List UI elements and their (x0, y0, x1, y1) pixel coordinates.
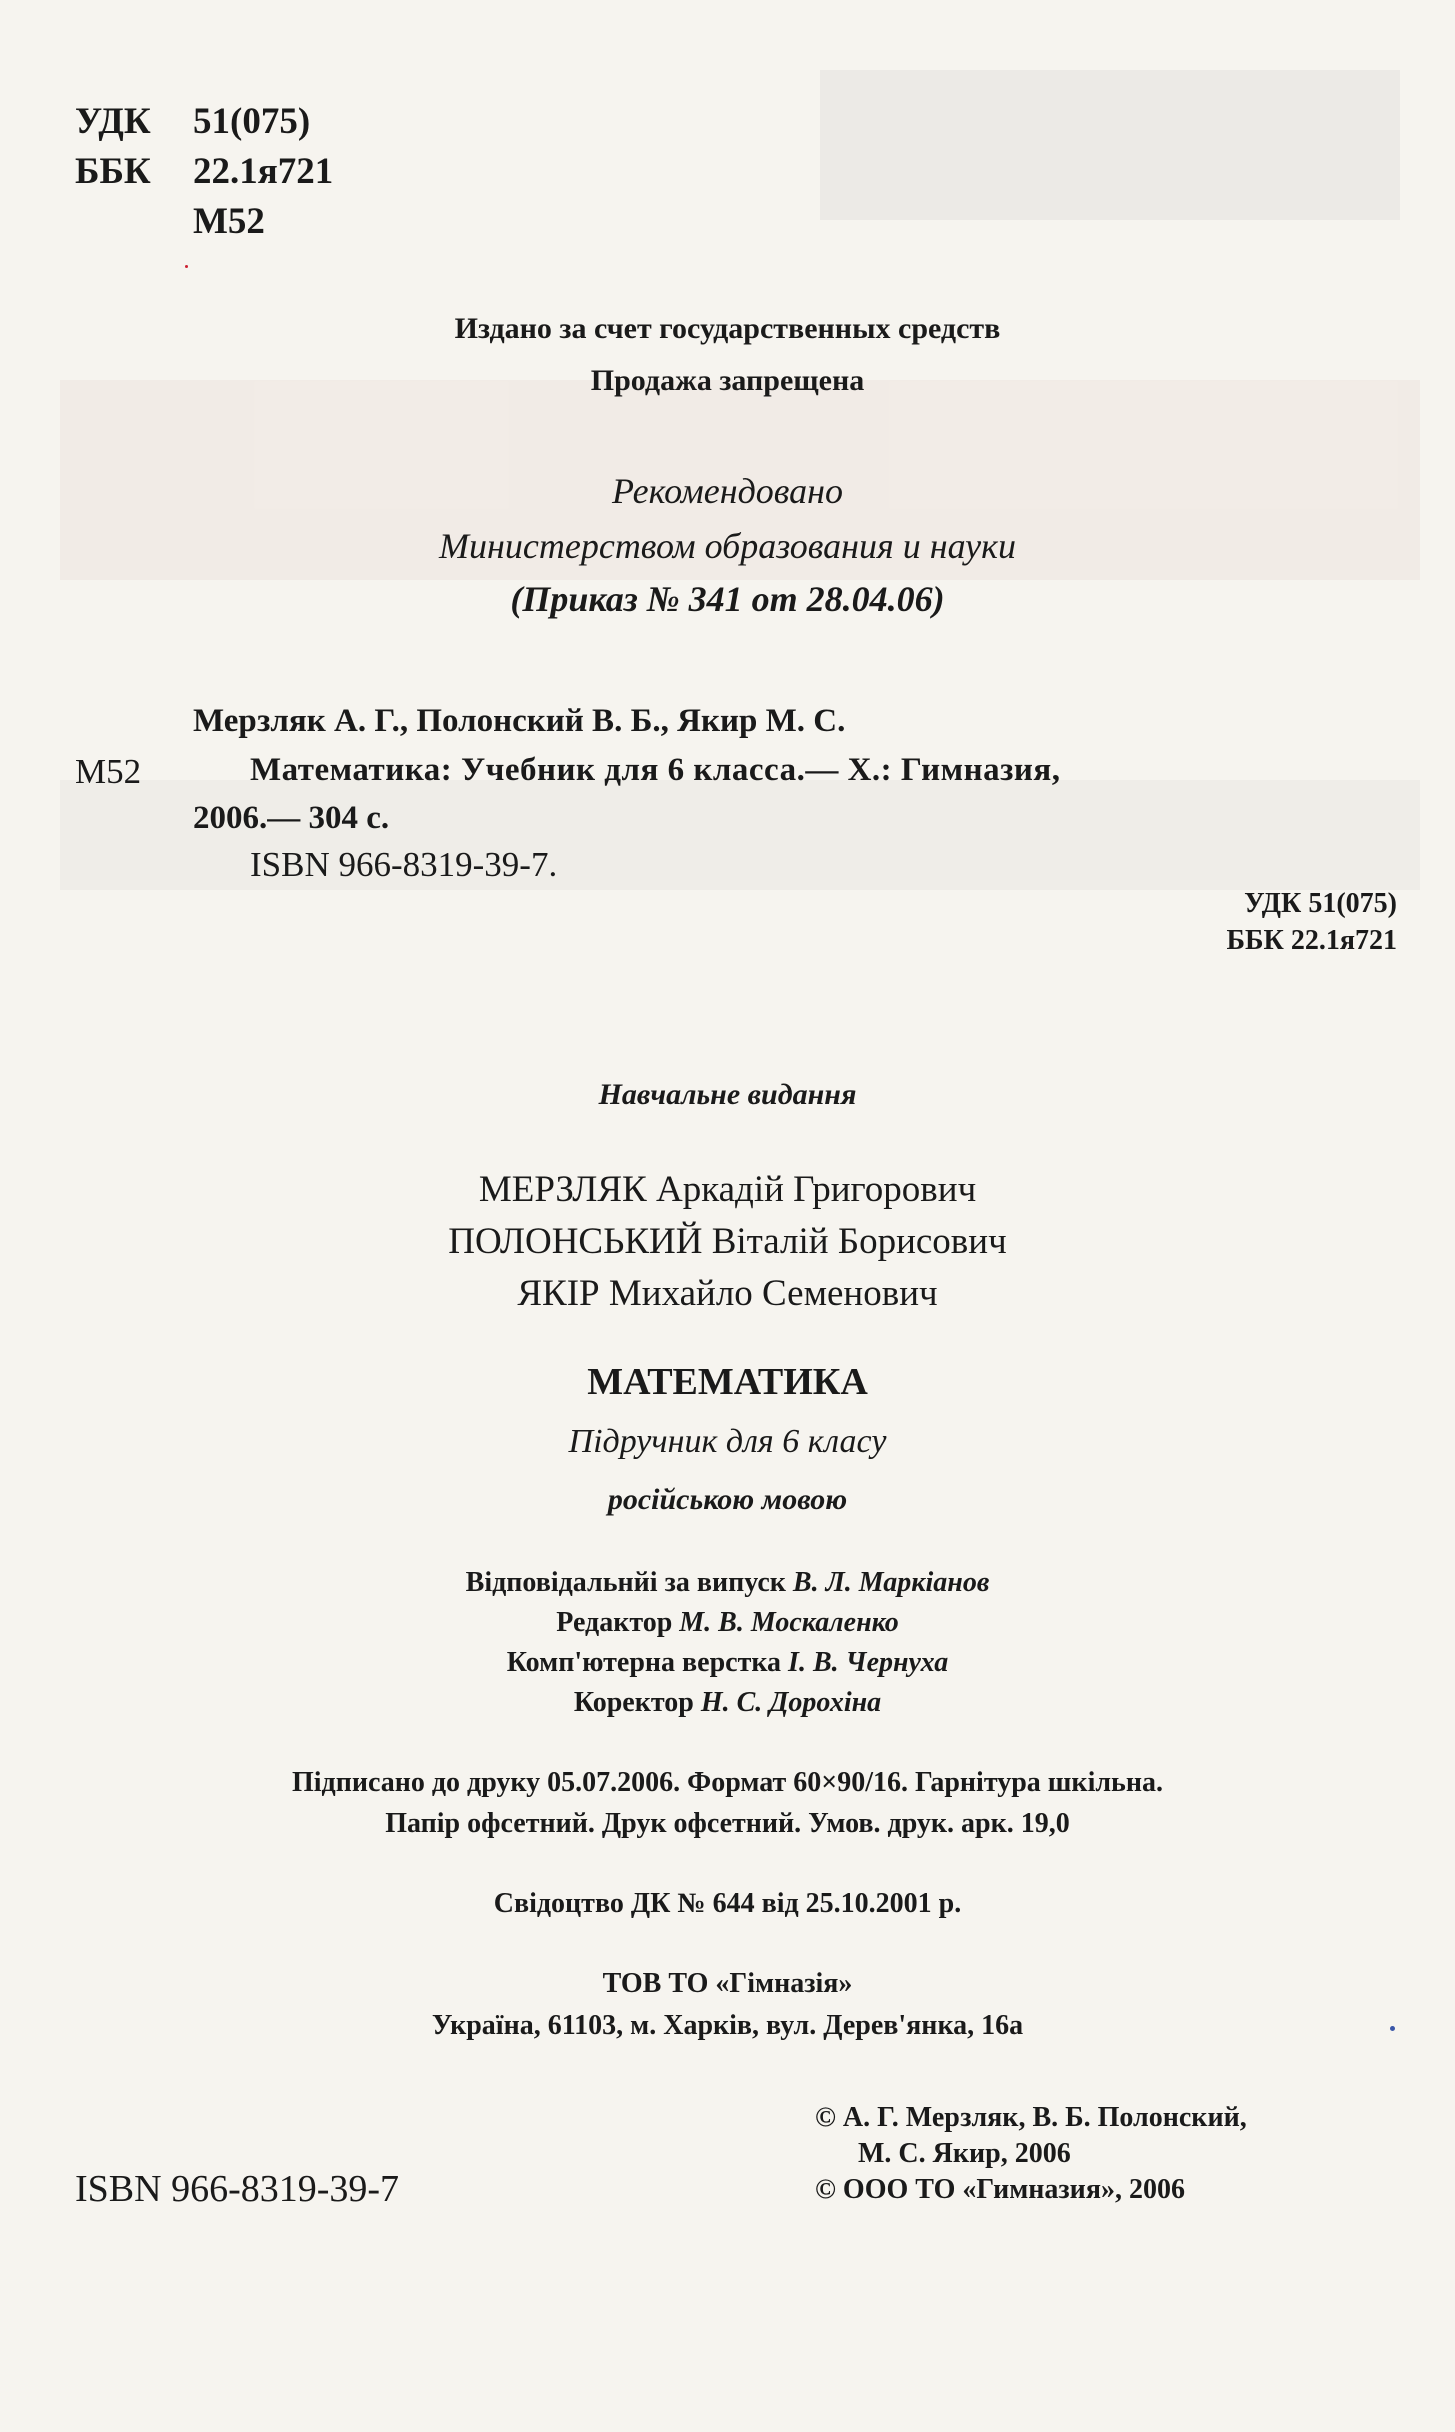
certificate: Свідоцтво ДК № 644 від 25.10.2001 р. (493, 1888, 962, 1919)
udk-label: УДК (75, 101, 151, 142)
card-bbk: ББК 22.1я721 (1226, 925, 1397, 956)
recommendation-line-2: Министерством образования и науки (439, 526, 1016, 566)
isbn-bottom: ISBN 966-8319-39-7 (75, 2168, 400, 2210)
copyright-line-3: © ООО ТО «Гимназия», 2006 (815, 2174, 1185, 2205)
author-mark: М52 (193, 201, 265, 242)
notice-line-1: Издано за счет государственных средств (454, 312, 1001, 345)
credit-1 (0, 1567, 1455, 1599)
credit-3-person: І. В. Чернуха (788, 1647, 949, 1678)
publisher-address: Україна, 61103, м. Харків, вул. Дерев'янка, 16а (431, 2010, 1024, 2041)
book-subtitle-2: російською мовою (607, 1483, 848, 1516)
author-2-surname: ПОЛОНСЬКИЙ (448, 1221, 703, 1262)
author-2 (0, 1220, 1455, 1263)
credit-3-role: Комп'ютерна верстка (506, 1647, 782, 1678)
card-authors: Мерзляк А. Г., Полонский В. Б., Якир М. С. (193, 703, 846, 739)
author-1-name: Аркадій Григорович (655, 1169, 977, 1210)
card-mark: М52 (75, 752, 142, 791)
card-udk: УДК 51(075) (1244, 888, 1397, 919)
edition-type: Навчальне видання (598, 1078, 857, 1111)
author-1 (0, 1168, 1455, 1211)
credit-2-person: М. В. Москаленко (679, 1607, 899, 1638)
author-3-surname: ЯКІР (517, 1273, 600, 1314)
credit-4 (0, 1687, 1455, 1719)
author-3-name: Михайло Семенович (608, 1273, 938, 1314)
udk-value: 51(075) (193, 101, 311, 142)
author-1-surname: МЕРЗЛЯК (478, 1169, 647, 1210)
bbk-label: ББК (75, 151, 151, 192)
book-title: МАТЕМАТИКА (587, 1361, 868, 1403)
credit-1-role: Відповідальнйі за випуск (465, 1567, 786, 1598)
print-info-line-1: Підписано до друку 05.07.2006. Формат 60×90/16. Гарнітура шкільна. (292, 1767, 1163, 1798)
credit-2-role: Редактор (556, 1607, 673, 1638)
publisher-name: ТОВ ТО «Гімназія» (602, 1968, 853, 1999)
print-info-line-2: Папір офсетний. Друк офсетний. Умов. друк. арк. 19,0 (385, 1808, 1070, 1839)
book-subtitle-1: Підручник для 6 класу (568, 1423, 887, 1460)
author-3 (0, 1272, 1455, 1315)
credit-4-role: Коректор (573, 1687, 694, 1718)
recommendation-line-1: Рекомендовано (611, 471, 844, 511)
show-through-corner (820, 70, 1400, 220)
author-2-name: Віталій Борисович (711, 1221, 1007, 1262)
card-line-1: Математика: Учебник для 6 класса.— X.: Гимназия, (250, 752, 1061, 788)
bbk-value: 22.1я721 (193, 151, 334, 192)
recommendation-line-3: (Приказ № 341 от 28.04.06) (510, 579, 945, 619)
notice-line-2: Продажа запрещена (590, 364, 865, 397)
credit-1-person: В. Л. Маркіанов (792, 1567, 990, 1598)
credit-3 (0, 1647, 1455, 1679)
card-line-2: 2006.— 304 с. (193, 800, 390, 836)
scan-speck-red (185, 265, 188, 268)
copyright-line-2: М. С. Якир, 2006 (858, 2138, 1071, 2169)
credit-4-person: Н. С. Дорохіна (700, 1687, 882, 1718)
card-isbn: ISBN 966-8319-39-7. (250, 845, 558, 884)
credit-2 (0, 1607, 1455, 1639)
copyright-line-1: © А. Г. Мерзляк, В. Б. Полонский, (815, 2102, 1247, 2133)
scan-speck (1390, 2026, 1395, 2031)
